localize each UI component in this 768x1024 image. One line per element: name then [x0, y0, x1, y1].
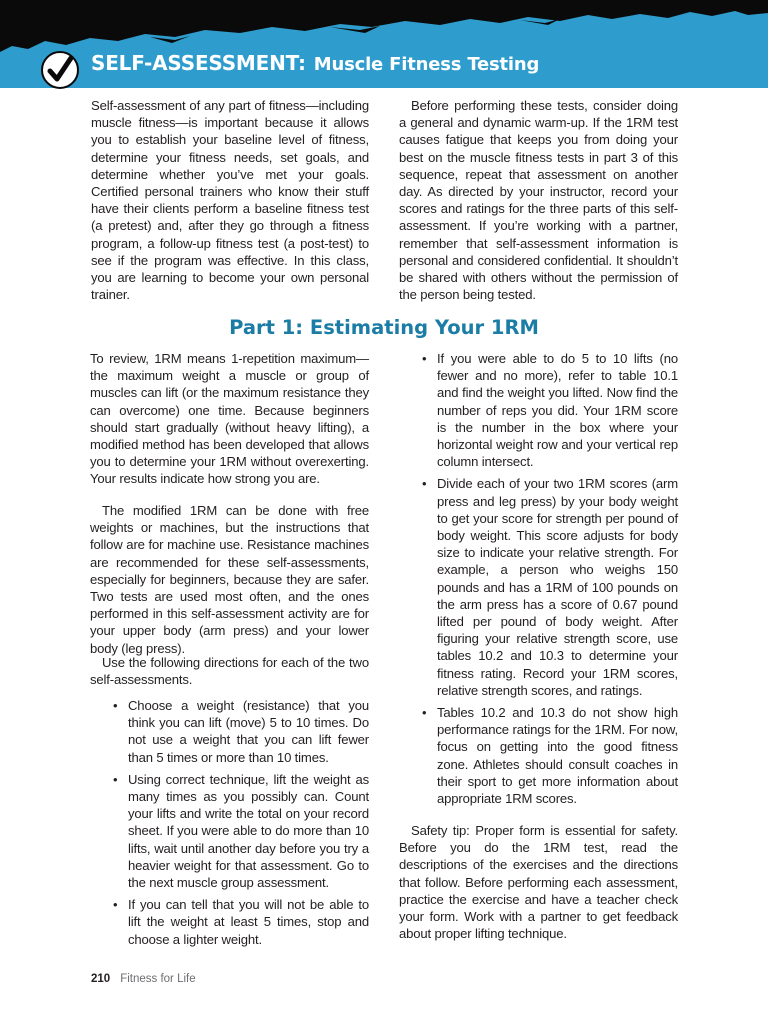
page-number: 210 — [91, 973, 111, 985]
right-bullet-list — [422, 350, 678, 812]
modified-1rm-paragraph: The modified 1RM can be done with free weights or machines, but the instructions that follow are for machine use. Resistance machines are recommended for these self-assessments, especially for beginners, because they are safer. Two tests are used most often, and the ones performed in this self-assessment activity are for your upper body (arm press) and your lower body (leg press). — [90, 503, 369, 656]
list-item: • If you can tell that you will not be able to lift the weight at least 5 times, stop and choose a lighter weight. — [113, 896, 369, 948]
directions-paragraph: Use the following directions for each of the two self-assessments. — [90, 655, 369, 688]
intro-left-paragraph: Self-assessment of any part of fitness—including muscle fitness—is important because it allows you to establish your baseline level of fitness, determine your fitness needs, set goals, and determine whether you’ve met your goals. Certified personal trainers who know their stuff have their clients perform a baseline fitness test (a pretest) and, after they go through a fitness program, a follow-up fitness test (a post-test) to see if the program was effective. In this class, you are learning to become your own personal trainer. — [91, 98, 369, 303]
page-footer — [91, 973, 196, 985]
section-heading: Part 1: Estimating Your 1RM — [229, 316, 539, 339]
list-item: • Tables 10.2 and 10.3 do not show high performance ratings for the 1RM. For now, focus on getting into the good fitness zone. Athletes should consult coaches in their sport to get more information about appropriate 1RM scores. — [422, 704, 678, 807]
left-bullet-list — [113, 697, 369, 953]
list-item: • Divide each of your two 1RM scores (arm press and leg press) by your body weight to get your score for strength per pound of body weight. This score adjusts for body size to indicate your relative strength. For example, a person who weighs 150 pounds and has a 1RM of 100 pounds on the arm press has a score of 0.67 pound lifted per pound of body weight. After figuring your relative strength score, use tables 10.2 and 10.3 to determine your fitness rating. Record your 1RM scores, relative strength scores, and ratings. — [422, 475, 678, 699]
safety-tip-paragraph: Safety tip: Proper form is essential for safety. Before you do the 1RM test, read the descriptions of the exercises and the directions that follow. Before performing each assessment, practice the exercise and have a teacher check your form. Work with a partner to get feedback about proper lifting technique. — [399, 823, 678, 942]
list-item: • Using correct technique, lift the weight as many times as you possibly can. Count your lifts and write the total on your record sheet. If you were able to do more than 10 lifts, wait until another day before you try a heavier weight for that assessment. Go to the next muscle group assessment. — [113, 771, 369, 891]
checkmark-circle-icon — [40, 50, 80, 90]
list-item: • Choose a weight (resistance) that you think you can lift (move) 5 to 10 times. Do not use a weight that you can lift fewer than 5 times or more than 10 times. — [113, 697, 369, 766]
book-title: Fitness for Life — [120, 973, 196, 985]
page-title — [91, 51, 539, 75]
intro-right-paragraph: Before performing these tests, consider doing a general and dynamic warm-up. If the 1RM test causes fatigue that keeps you from doing your best on the muscle fitness tests in part 3 of this sequence, repeat that assessment on another day. As directed by your instructor, record your scores and ratings for the three parts of this self-assessment. If you’re working with a partner, remember that self-assessment information is personal and considered confidential. It shouldn’t be shared with others without the permission of the person being tested. — [399, 98, 678, 303]
title-main: SELF-ASSESSMENT: — [91, 51, 306, 75]
list-item: • If you were able to do 5 to 10 lifts (no fewer and no more), refer to table 10.1 and find the weight you lifted. Now find the number of reps you did. Your 1RM score is the number in the box where your horizontal weight row and your vertical rep column intersect. — [422, 350, 678, 470]
intro-1rm-paragraph: To review, 1RM means 1-repetition maximum—the maximum weight a muscle or group of muscles can lift (or the maximum resistance they can overcome) one time. Because beginners should start gradually (without heavy lifting), a modified method has been developed that allows you to determine your 1RM without overexerting. Your results indicate how strong you are. — [90, 351, 369, 487]
title-sub: Muscle Fitness Testing — [313, 54, 540, 75]
